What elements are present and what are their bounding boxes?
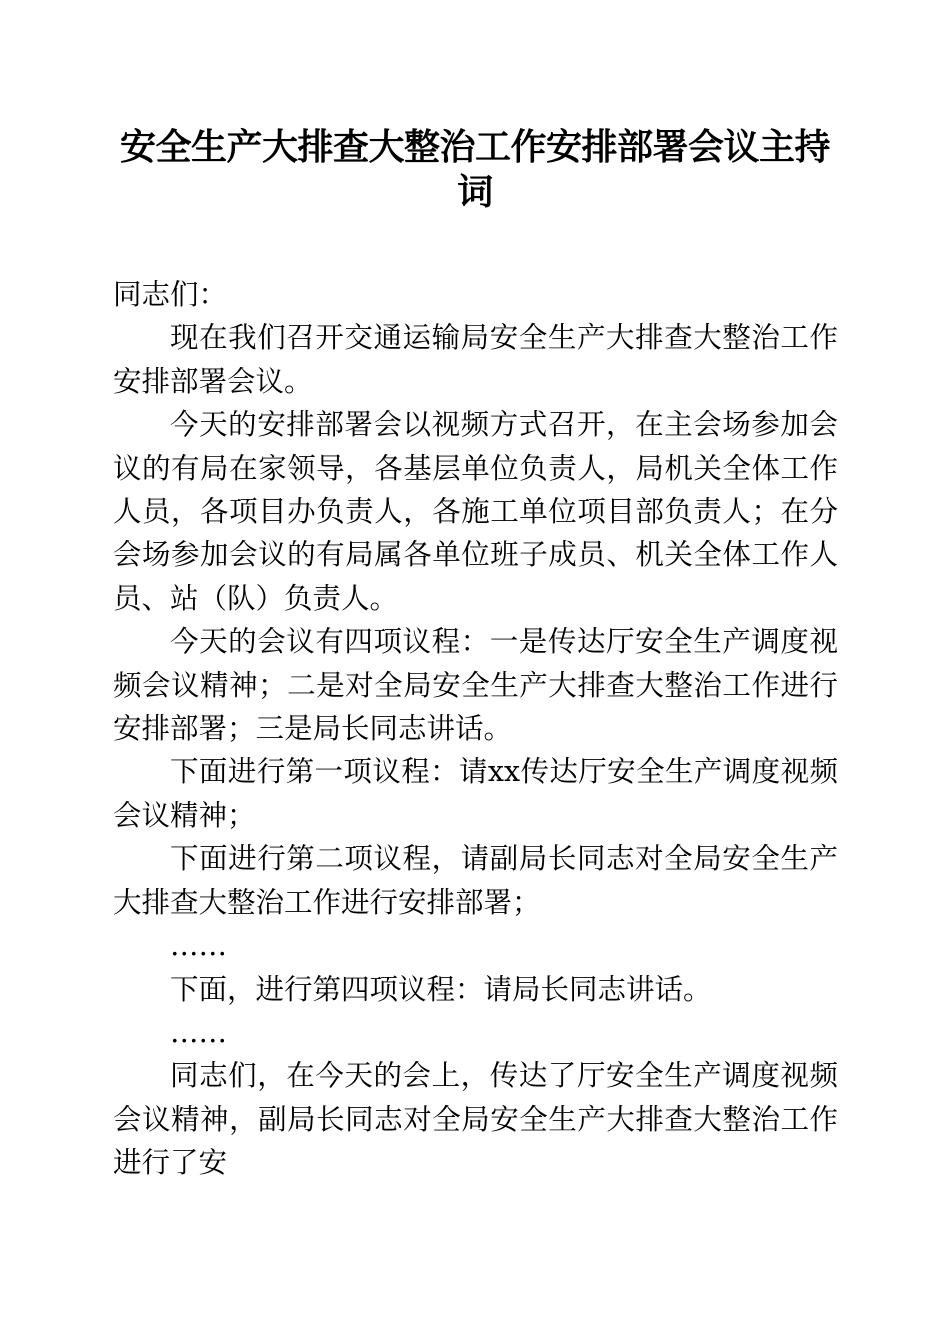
paragraph-salutation: 同志们： xyxy=(113,278,228,311)
paragraph-agenda-item-1: 下面进行第一项议程：请xx传达厅安全生产调度视频会议精神； xyxy=(113,755,838,832)
paragraph-ellipsis-2: …… xyxy=(170,1015,227,1049)
paragraph-meeting-opening: 现在我们召开交通运输局安全生产大排查大整治工作安排部署会议。 xyxy=(113,321,838,398)
document-body xyxy=(113,273,838,1185)
paragraph-ellipsis-1: …… xyxy=(170,929,227,963)
paragraph-attendees: 今天的安排部署会以视频方式召开，在主会场参加会议的有局在家领导，各基层单位负责人，局机关全体工作人员，各项目办负责人，各施工单位项目部负责人；在分会场参加会议的有局属各单位班子成员、机关全体工作人员、站（队）负责人。 xyxy=(113,408,838,615)
paragraph-agenda-overview: 今天的会议有四项议程：一是传达厅安全生产调度视频会议精神；二是对全局安全生产大排查大整治工作进行安排部署；三是局长同志讲话。 xyxy=(113,625,838,746)
document-title: 安全生产大排查大整治工作安排部署会议主持词 xyxy=(119,126,830,213)
paragraph-closing-summary: 同志们，在今天的会上，传达了厅安全生产调度视频会议精神，副局长同志对全局安全生产大排查大整治工作进行了安 xyxy=(113,1059,838,1180)
paragraph-agenda-item-4: 下面，进行第四项议程：请局长同志讲话。 xyxy=(170,972,712,1006)
paragraph-agenda-item-2: 下面进行第二项议程，请副局长同志对全局安全生产大排查大整治工作进行安排部署； xyxy=(113,842,838,919)
